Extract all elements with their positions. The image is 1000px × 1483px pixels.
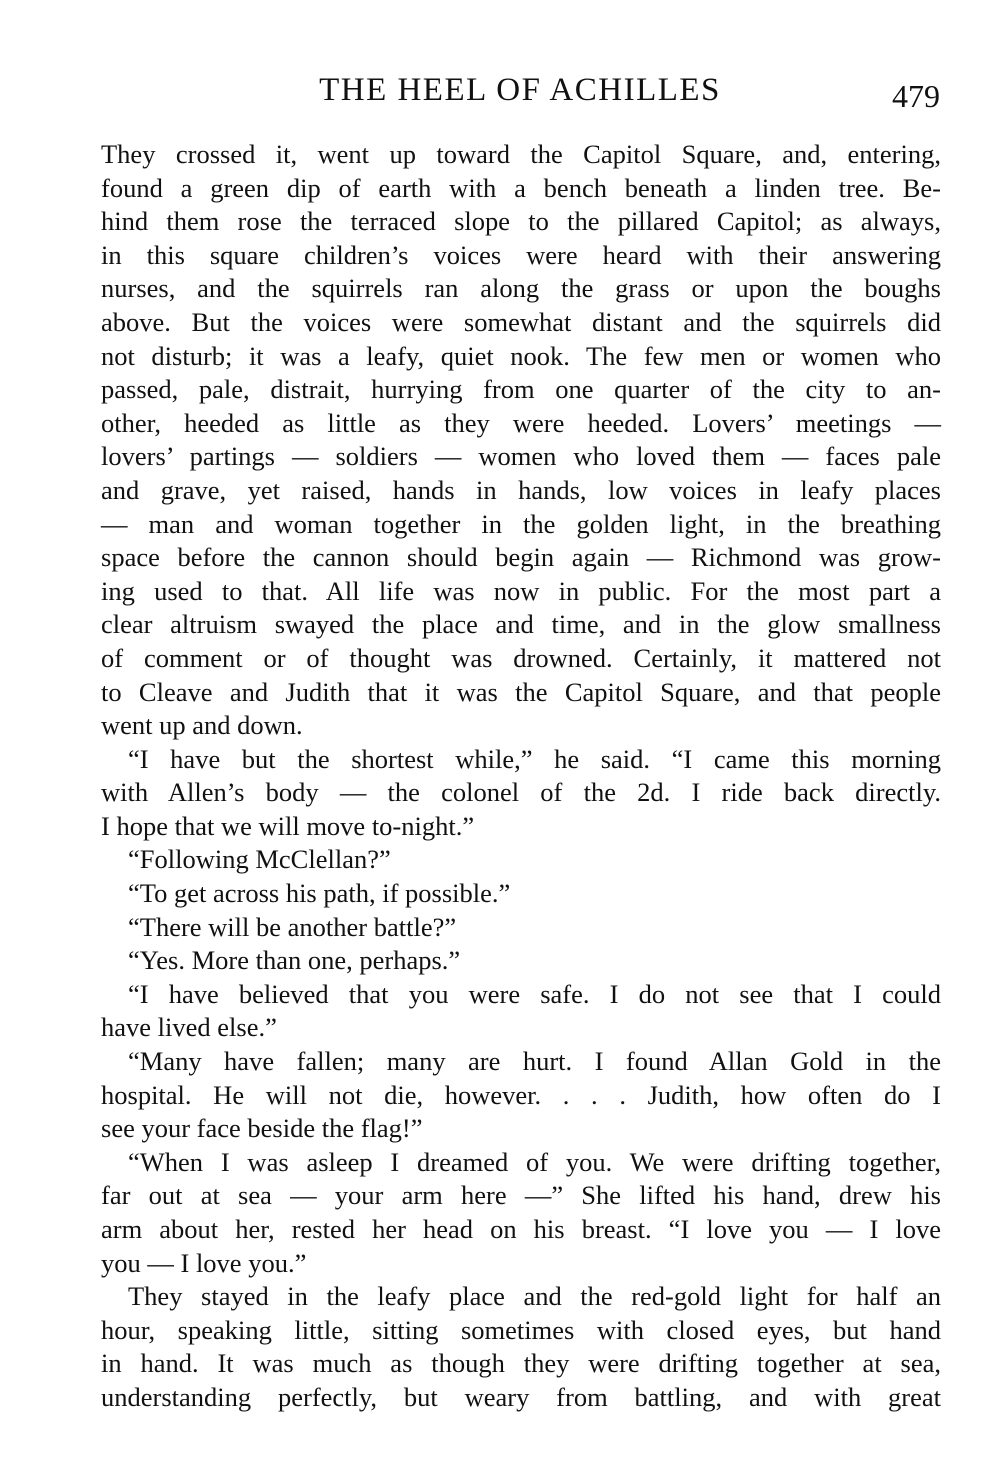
- text-line: “Many have fallen; many are hurt. I found Allan Gold in the: [128, 1046, 941, 1077]
- text-line: “When I was asleep I dreamed of you. We were drifting together,: [128, 1146, 941, 1177]
- text-line: hour, speaking little, sitting sometimes with closed eyes, but hand: [101, 1314, 941, 1345]
- text-line: have lived else.”: [101, 1012, 277, 1043]
- page-header: [100, 72, 940, 112]
- text-line: understanding perfectly, but weary from battling, and with great: [101, 1381, 941, 1412]
- text-line: found a green dip of earth with a bench beneath a linden tree. Be-: [101, 172, 941, 203]
- text-line: far out at sea — your arm here —” She lifted his hand, drew his: [101, 1180, 941, 1211]
- text-line: They stayed in the leafy place and the red-gold light for half an: [128, 1281, 941, 1312]
- text-line: see your face beside the flag!”: [101, 1113, 423, 1144]
- text-line: hind them rose the terraced slope to the pillared Capitol; as always,: [101, 206, 941, 237]
- text-line: other, heeded as little as they were heeded. Lovers’ meetings —: [101, 407, 941, 438]
- text-line: arm about her, rested her head on his breast. “I love you — I love: [101, 1214, 941, 1244]
- text-line: They crossed it, went up toward the Capitol Square, and, entering,: [101, 139, 941, 169]
- text-line: above. But the voices were somewhat distant and the squirrels did: [101, 306, 941, 337]
- text-line: hospital. He will not die, however. . . . Judith, how often do I: [101, 1079, 941, 1110]
- text-line: with Allen’s body — the colonel of the 2d. I ride back directly.: [101, 777, 941, 808]
- text-line: went up and down.: [101, 710, 303, 741]
- text-line: passed, pale, distrait, hurrying from one quarter of the city to an-: [101, 374, 941, 405]
- text-line: I hope that we will move to-night.”: [101, 810, 475, 841]
- text-line: “I have believed that you were safe. I do not see that I could: [128, 978, 941, 1009]
- text-line: “To get across his path, if possible.”: [128, 878, 511, 909]
- text-line: ing used to that. All life was now in public. For the most part a: [101, 575, 941, 606]
- text-line: not disturb; it was a leafy, quiet nook. The few men or women who: [101, 340, 941, 371]
- text-line: in this square children’s voices were heard with their answering: [101, 239, 941, 270]
- text-line: of comment or of thought was drowned. Certainly, it mattered not: [101, 642, 941, 673]
- text-line: “Following McClellan?”: [128, 844, 391, 875]
- text-line: “Yes. More than one, perhaps.”: [128, 945, 461, 976]
- text-line: you — I love you.”: [101, 1247, 307, 1278]
- text-line: “There will be another battle?”: [128, 911, 457, 942]
- text-line: nurses, and the squirrels ran along the grass or upon the boughs: [101, 273, 941, 304]
- text-line: and grave, yet raised, hands in hands, low voices in leafy places: [101, 474, 941, 505]
- text-line: in hand. It was much as though they were drifting together at sea,: [101, 1348, 941, 1379]
- text-line: space before the cannon should begin again — Richmond was grow-: [101, 542, 941, 573]
- text-line: clear altruism swayed the place and time, and in the glow smallness: [101, 609, 941, 640]
- text-line: to Cleave and Judith that it was the Capitol Square, and that people: [101, 676, 941, 707]
- text-line: — man and woman together in the golden light, in the breathing: [101, 508, 941, 539]
- text-line: lovers’ partings — soldiers — women who loved them — faces pale: [101, 441, 941, 472]
- running-title: THE HEEL OF ACHILLES: [319, 72, 721, 108]
- page-number: 479: [892, 78, 940, 114]
- text-line: “I have but the shortest while,” he said. “I came this morning: [128, 743, 941, 774]
- body-text: [101, 138, 941, 1415]
